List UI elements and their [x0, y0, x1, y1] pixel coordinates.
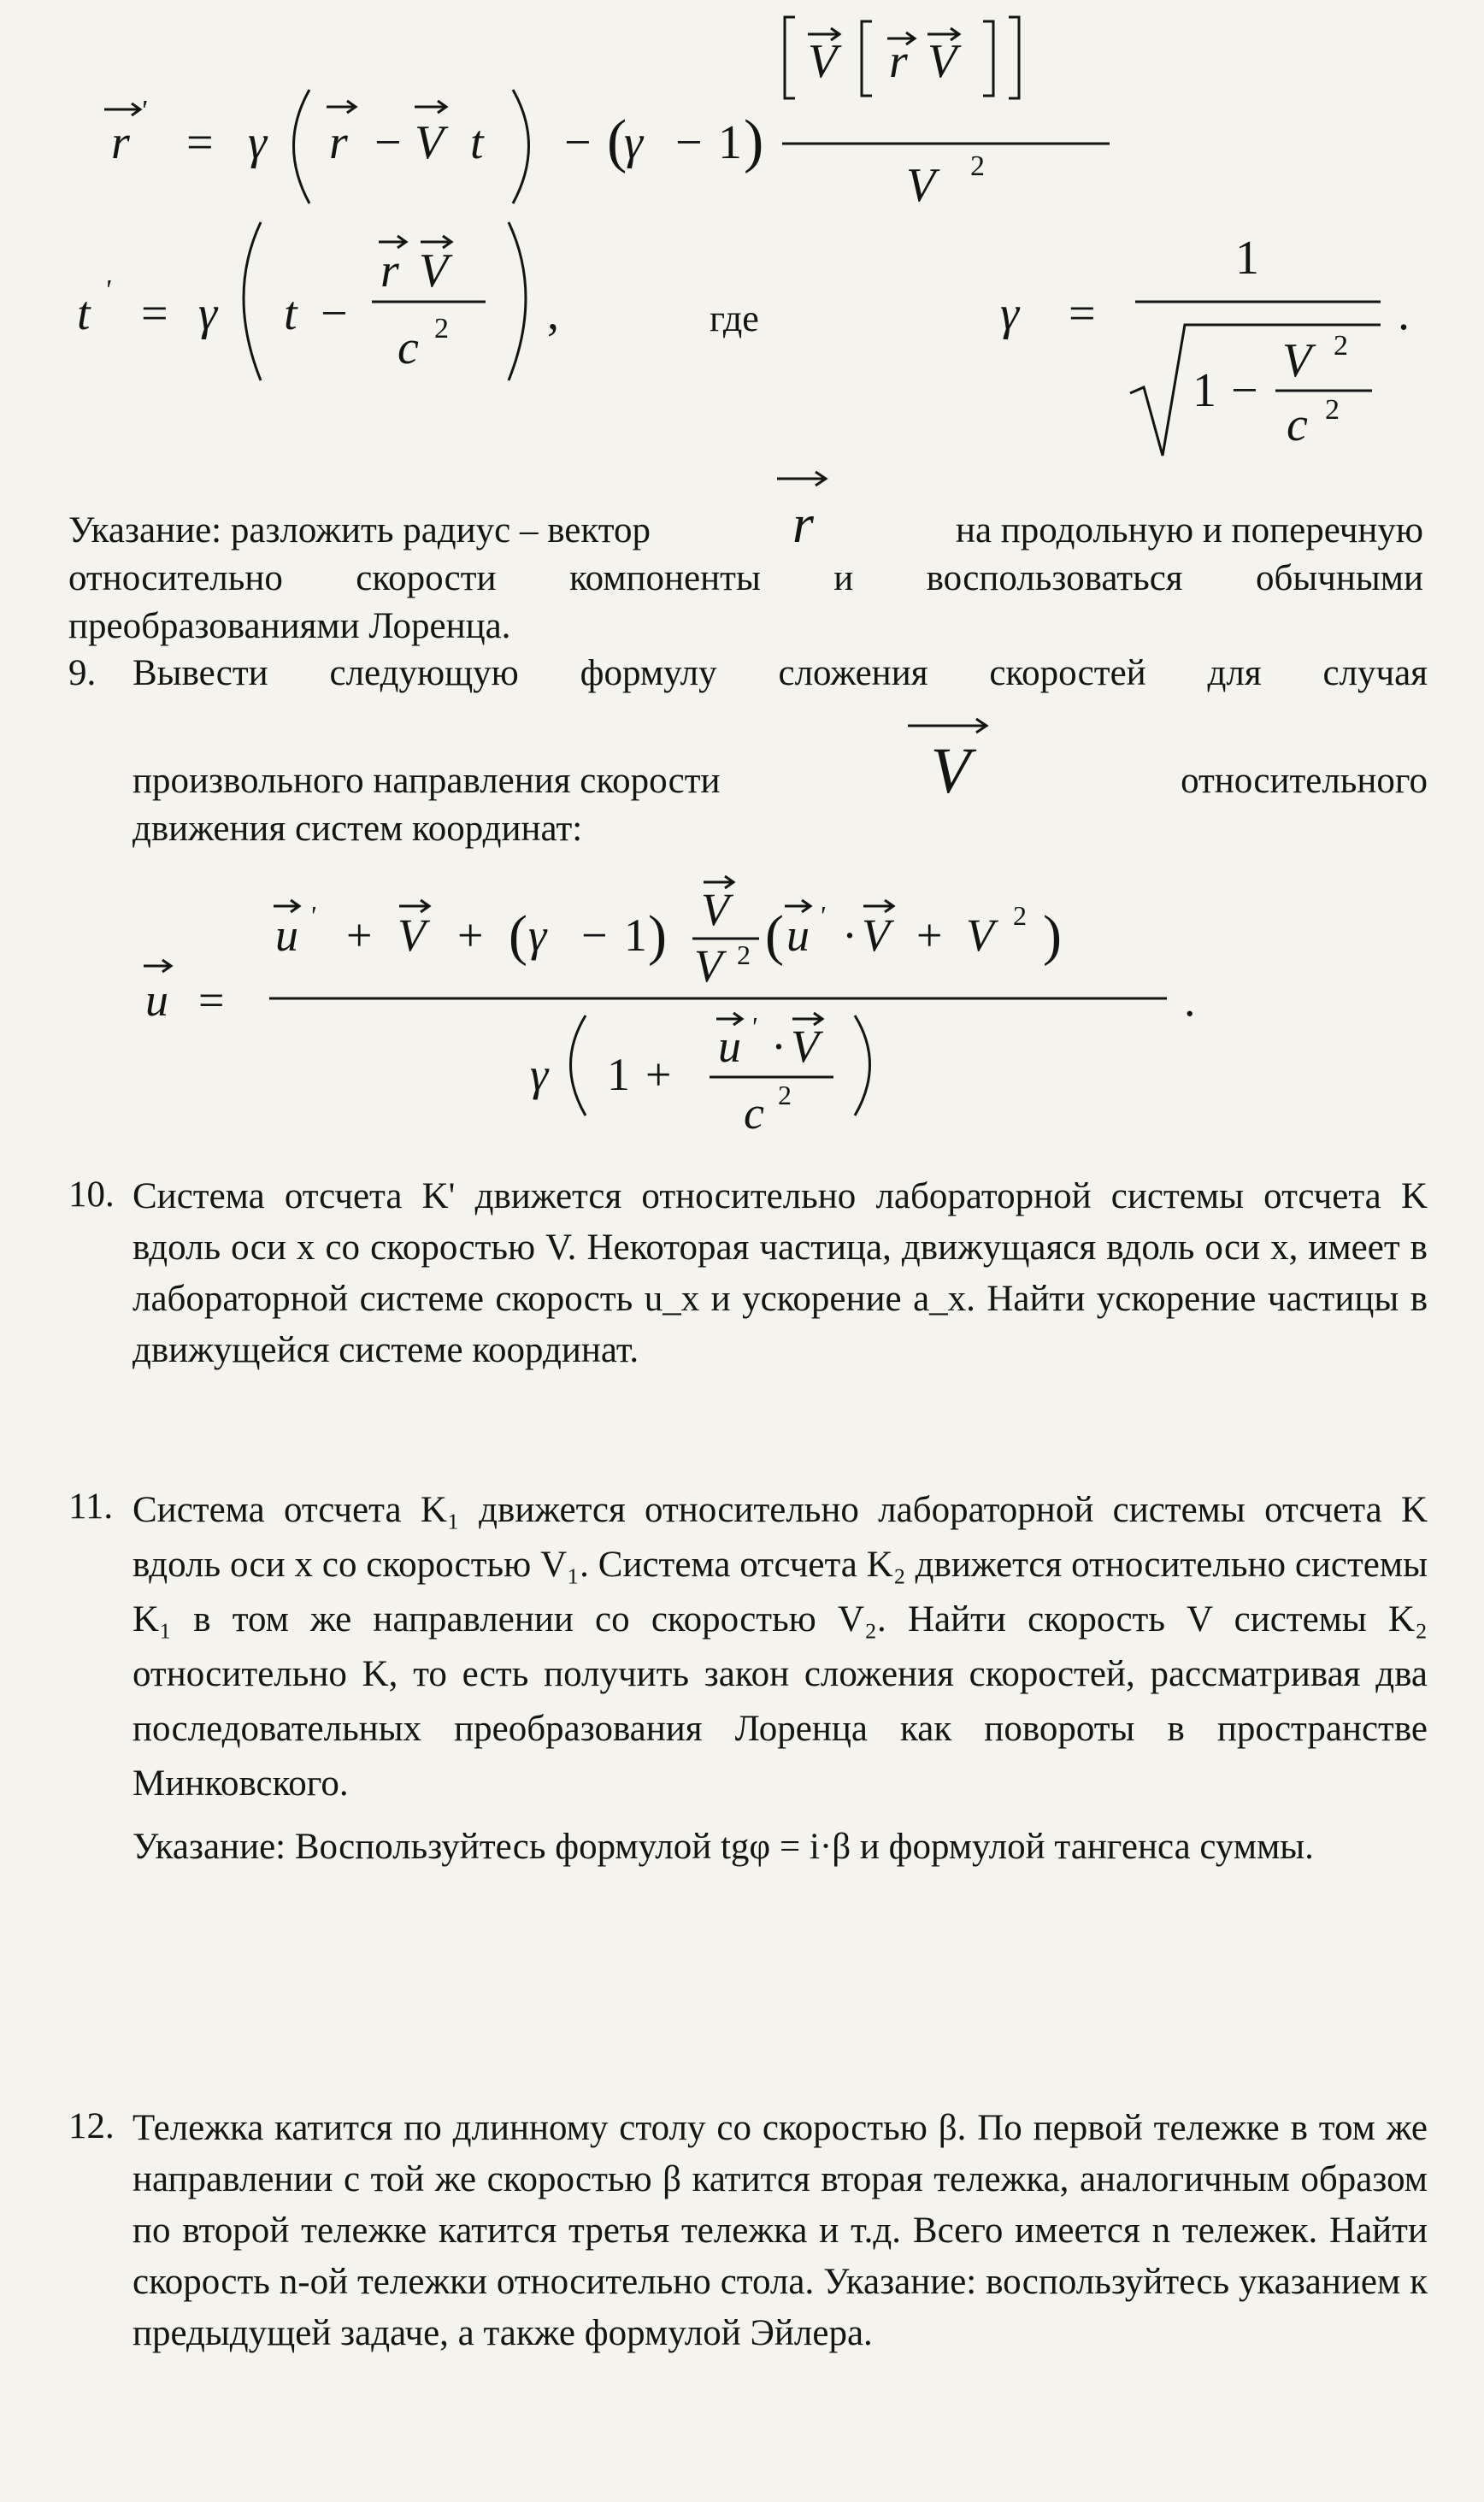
svg-text:2: 2 [1013, 900, 1027, 931]
svg-text:2: 2 [1325, 394, 1340, 426]
problem-11 [68, 1483, 1428, 1962]
svg-text:r: r [889, 35, 908, 88]
problem-10-text: Система отсчета K' движется относительно лабораторной системы отсчета K вдоль оси x со скоростью V. Некоторая частица, движущаяся вдоль оси x, имеет в лабораторной системе скорость u_x и ускорение a_x. Найти ускорение частицы в движущейся системе координат. [132, 1176, 1428, 1370]
svg-text:r: r [111, 116, 130, 169]
svg-text:): ) [744, 109, 764, 174]
svg-text:2: 2 [737, 939, 751, 970]
svg-text:+: + [457, 910, 484, 961]
svg-text:r: r [329, 116, 348, 169]
svg-text:1: 1 [1192, 364, 1216, 417]
svg-text:γ: γ [248, 116, 268, 169]
svg-text:(: ( [765, 904, 784, 967]
svg-text:V: V [701, 884, 729, 935]
svg-text:γ: γ [1000, 287, 1020, 340]
problem-9-line-2: произвольного направления скорости V относительного [132, 747, 1428, 805]
svg-text:1: 1 [1235, 232, 1259, 285]
svg-text:c: c [744, 1087, 764, 1139]
problem-number: 12. [68, 2106, 115, 2146]
svg-text:=: = [198, 974, 225, 1026]
svg-text:V: V [415, 116, 445, 169]
problem-10 [68, 1171, 1428, 1462]
svg-text:1: 1 [607, 1049, 630, 1100]
svg-text:γ: γ [528, 910, 547, 961]
svg-text:=: = [1069, 287, 1096, 340]
svg-text:': ' [751, 1011, 757, 1042]
svg-text:+: + [916, 910, 943, 961]
svg-text:V: V [808, 35, 838, 88]
svg-text:2: 2 [434, 313, 449, 344]
svg-text:(: ( [607, 109, 627, 174]
svg-text:V: V [906, 159, 936, 212]
svg-text:u: u [786, 910, 810, 961]
svg-text:−: − [321, 287, 348, 340]
formula-velocity-addition [120, 872, 1231, 1145]
problem-number: 9. [68, 653, 97, 693]
problem-12-text: Тележка катится по длинному столу со скоростью β. По первой тележке в том же направлении с той же скоростью β катится вторая тележка, аналогичным образом по второй тележке катится третья тележка и т.д. Всего имеется n тележек. Найти скорость n-ой тележки относительно стола. Указание: воспользуйтесь указанием к предыдущей задаче, а также формулой Эйлера. [132, 2108, 1428, 2353]
svg-text:c: c [1287, 398, 1308, 451]
formula-t-transform [51, 201, 1436, 474]
svg-text:=: = [141, 287, 168, 340]
svg-text:V: V [966, 910, 994, 961]
svg-text:V: V [928, 35, 957, 88]
svg-text:V: V [419, 244, 449, 297]
hint-problem-8: Указание: разложить радиус – вектор r на продольную и поперечную относительно скорости компоненты и воспользоваться обычными преобразованиями Лоренца. [68, 500, 1423, 651]
svg-text:': ' [819, 900, 825, 931]
svg-text:2: 2 [1334, 330, 1348, 362]
svg-text:2: 2 [778, 1080, 792, 1110]
svg-text:V: V [398, 910, 426, 961]
svg-text:u: u [718, 1021, 741, 1072]
svg-text:2: 2 [970, 150, 985, 182]
svg-text:,: , [547, 287, 559, 340]
where-word: где [710, 297, 759, 339]
svg-text:u: u [275, 910, 298, 961]
svg-text:1: 1 [624, 910, 647, 961]
svg-text:.: . [1398, 287, 1410, 340]
svg-text:γ: γ [530, 1049, 549, 1100]
r-vector-symbol: r [768, 500, 837, 555]
v-vector-symbol: V [904, 747, 998, 805]
problem-11-hint: Указание: Воспользуйтесь формулой tgφ = i·β и формулой тангенса суммы. [132, 1827, 1314, 1867]
svg-text:': ' [140, 95, 147, 127]
svg-text:V: V [1282, 334, 1312, 387]
svg-text:t: t [284, 287, 297, 340]
svg-text:γ: γ [198, 287, 218, 340]
svg-text:V: V [694, 940, 722, 992]
svg-text:−: − [374, 116, 402, 169]
svg-text:=: = [186, 116, 214, 169]
svg-text:t: t [470, 116, 484, 169]
svg-text:u: u [145, 974, 168, 1026]
svg-text:−: − [1231, 364, 1258, 417]
svg-text:): ) [648, 904, 667, 967]
problem-9: 9. Вывести следующую формулу сложения скоростей для случая произвольного направления скорости V относительного движения систем координат: [68, 650, 1428, 846]
svg-text:·: · [771, 1021, 786, 1072]
svg-text:V: V [862, 910, 890, 961]
svg-text:': ' [309, 900, 315, 931]
svg-text:r: r [380, 244, 399, 297]
svg-text:−: − [581, 910, 608, 961]
svg-text:γ: γ [624, 116, 644, 169]
svg-text:1: 1 [718, 116, 742, 169]
svg-text:+: + [346, 910, 373, 961]
problem-number: 11. [68, 1486, 114, 1527]
svg-text:): ) [1043, 904, 1062, 967]
svg-text:−: − [564, 116, 592, 169]
svg-text:(: ( [509, 904, 527, 967]
svg-text:·: · [842, 910, 857, 961]
svg-text:−: − [675, 116, 703, 169]
svg-text:': ' [104, 274, 111, 306]
svg-text:t: t [77, 287, 91, 340]
hint-line-1: Указание: разложить радиус – вектор r на продольную и поперечную [68, 500, 1423, 555]
problem-11-text: Система отсчета K₁ движется относительно лабораторной системы отсчета K вдоль оси x со скоростью V₁. Система отсчета K₂ движется относительно системы K₁ в том же направлении со скоростью V₂. Найти скорость V системы K₂ относительно K, то есть получить закон сложения скоростей, рассматривая два последовательных преобразования Лоренца как повороты в пространстве Минковского. [132, 1490, 1428, 1804]
svg-text:+: + [645, 1049, 672, 1100]
problem-12 [68, 2103, 1428, 2428]
svg-text:V: V [791, 1021, 819, 1072]
svg-text:c: c [398, 321, 419, 374]
problem-number: 10. [68, 1174, 115, 1215]
svg-text:.: . [1184, 974, 1196, 1026]
formula-r-transform [85, 0, 1154, 214]
